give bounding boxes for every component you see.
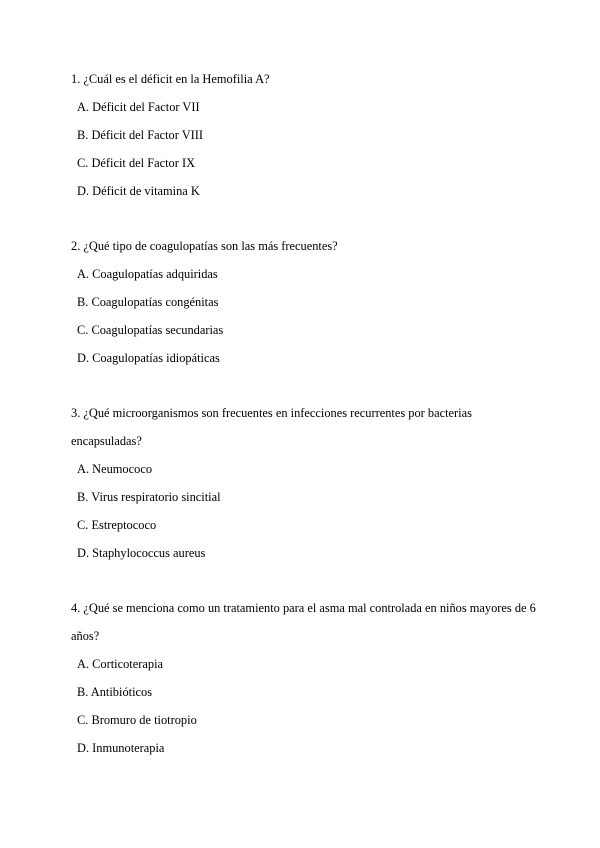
question-3-option-d: D. Staphylococcus aureus	[77, 546, 206, 560]
question-2-option-b: B. Coagulopatías congénitas	[77, 295, 219, 309]
question-3-option-b: B. Virus respiratorio sincitial	[77, 490, 221, 504]
question-1-option-b: B. Déficit del Factor VIII	[77, 128, 204, 142]
question-1-text: 1. ¿Cuál es el déficit en la Hemofilia A?	[71, 72, 270, 86]
question-2-option-d: D. Coagulopatías idiopáticas	[77, 351, 220, 365]
question-3-text-line2: encapsuladas?	[71, 434, 142, 448]
question-4-option-a: A. Corticoterapia	[77, 657, 164, 671]
question-2-option-c: C. Coagulopatías secundarias	[77, 323, 224, 337]
question-2-option-a: A. Coagulopatías adquiridas	[77, 267, 218, 281]
question-3-option-a: A. Neumococo	[77, 462, 153, 476]
question-3-text-line1: 3. ¿Qué microorganismos son frecuentes en infecciones recurrentes por bacterias	[71, 406, 472, 420]
question-4-option-b: B. Antibióticos	[77, 685, 153, 699]
question-1-option-c: C. Déficit del Factor IX	[77, 156, 196, 170]
question-1-option-a: A. Déficit del Factor VII	[77, 100, 200, 114]
question-4-option-c: C. Bromuro de tiotropio	[77, 713, 197, 727]
question-1-option-d: D. Déficit de vitamina K	[77, 184, 200, 198]
question-2-text: 2. ¿Qué tipo de coagulopatías son las más frecuentes?	[71, 239, 338, 253]
question-3-option-c: C. Estreptococo	[77, 518, 157, 532]
question-4-text-line2: años?	[71, 629, 100, 643]
question-4-option-d: D. Inmunoterapia	[77, 741, 165, 755]
question-4-text-line1: 4. ¿Qué se menciona como un tratamiento para el asma mal controlada en niños mayores de 6	[71, 601, 536, 615]
